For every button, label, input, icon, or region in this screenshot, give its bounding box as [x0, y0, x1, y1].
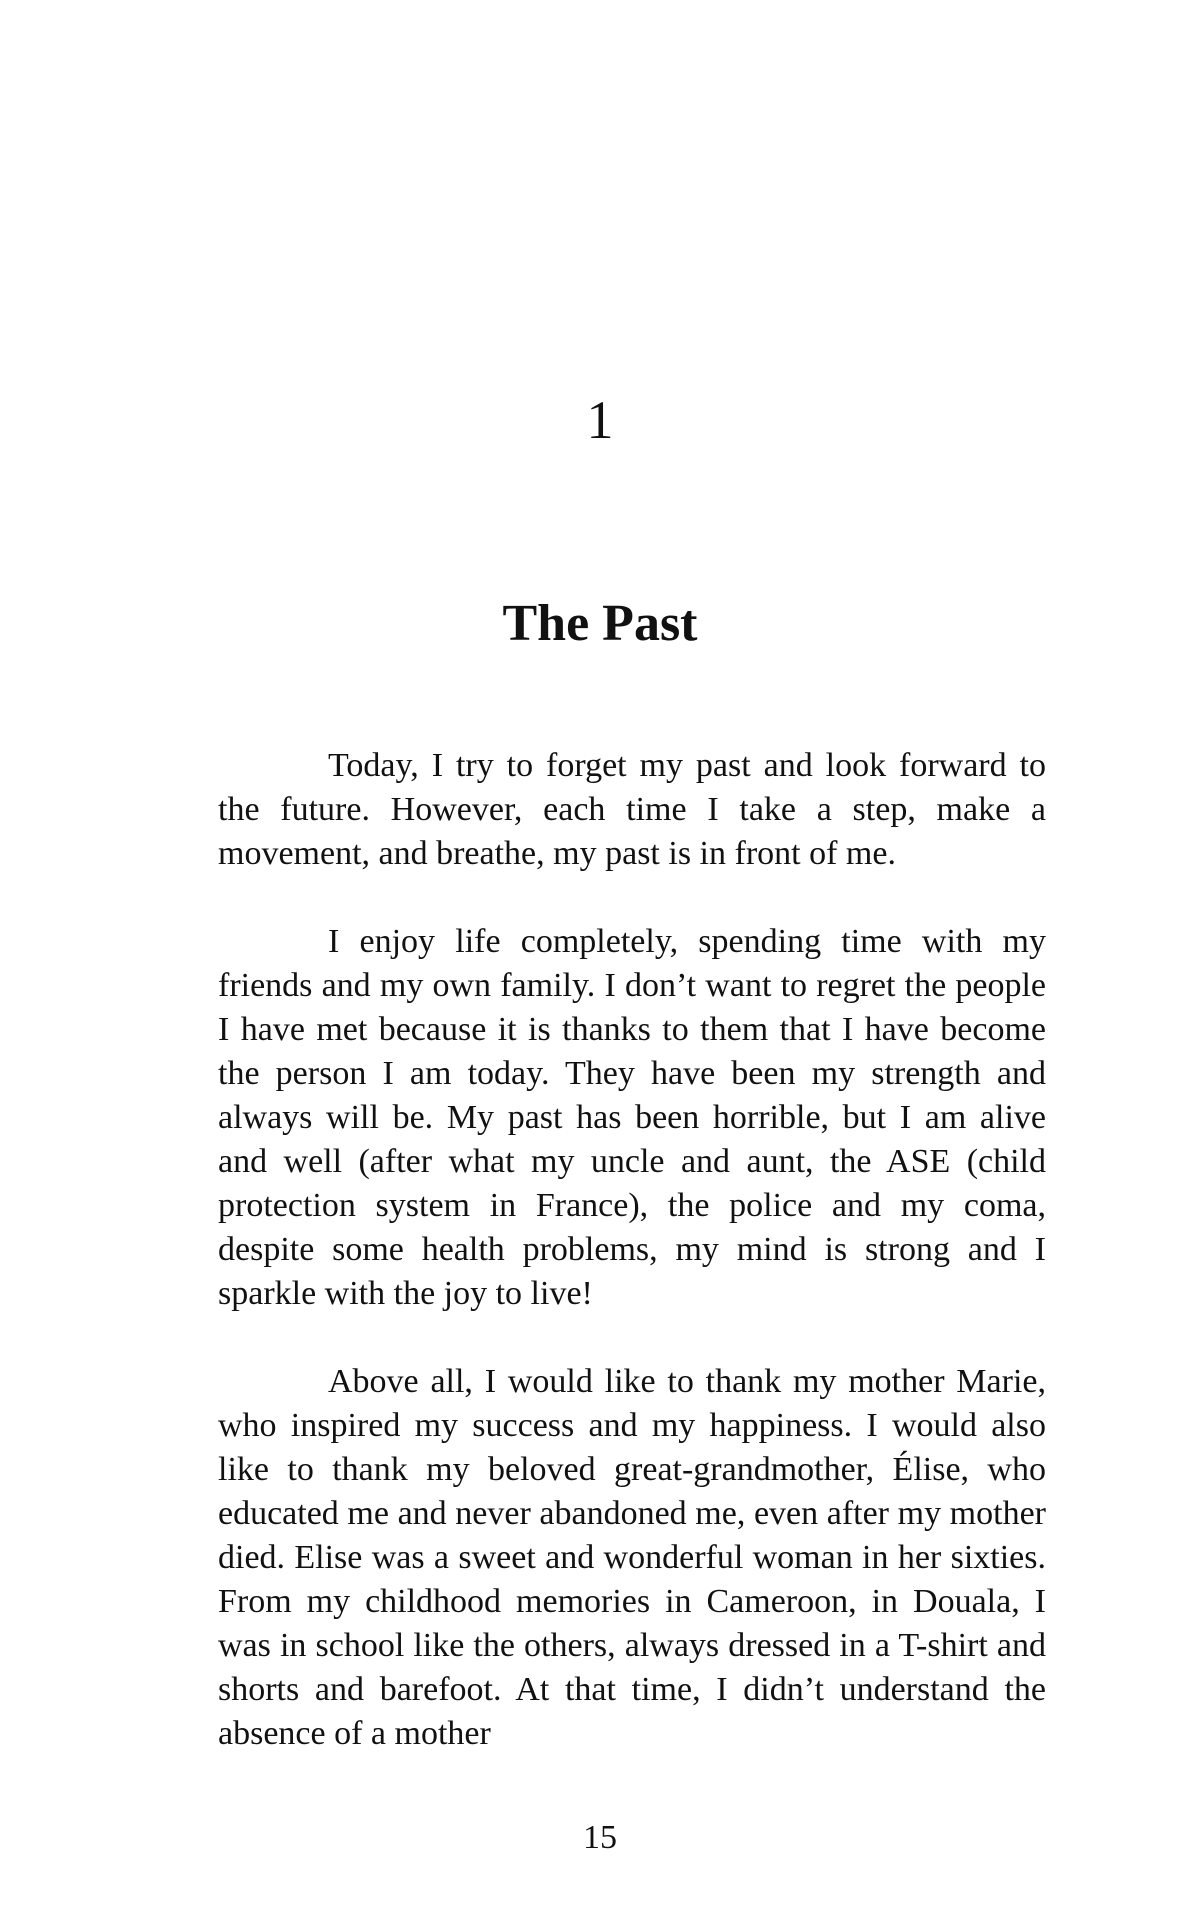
page-number: 15: [583, 1819, 617, 1856]
chapter-body: [218, 744, 1046, 1756]
paragraph-1: Today, I try to forget my past and look forward to the future. However, each time I take a step, make a movement, and breathe, my past is in front of me.: [218, 747, 1046, 872]
chapter-title: The Past: [502, 595, 698, 652]
chapter-number: 1: [586, 390, 614, 450]
paragraph-2: I enjoy life completely, spending time with my friends and my own family. I don’t want to regret the people I have met because it is thanks to them that I have become the person I am today. They have been my strength and always will be. My past has been horrible, but I am alive and well (after what my uncle and aunt, the ASE (child protection system in France), the police and my coma, despite some health problems, my mind is strong and I sparkle with the joy to live!: [218, 923, 1046, 1312]
paragraph-3: Above all, I would like to thank my mother Marie, who inspired my success and my happiness. I would also like to thank my beloved great-grandmother, Élise, who educated me and never abandoned me, even after my mother died. Elise was a sweet and wonderful woman in her sixties. From my childhood memories in Cameroon, in Douala, I was in school like the others, always dressed in a T-shirt and shorts and barefoot. At that time, I didn’t understand the absence of a mother: [218, 1363, 1046, 1752]
